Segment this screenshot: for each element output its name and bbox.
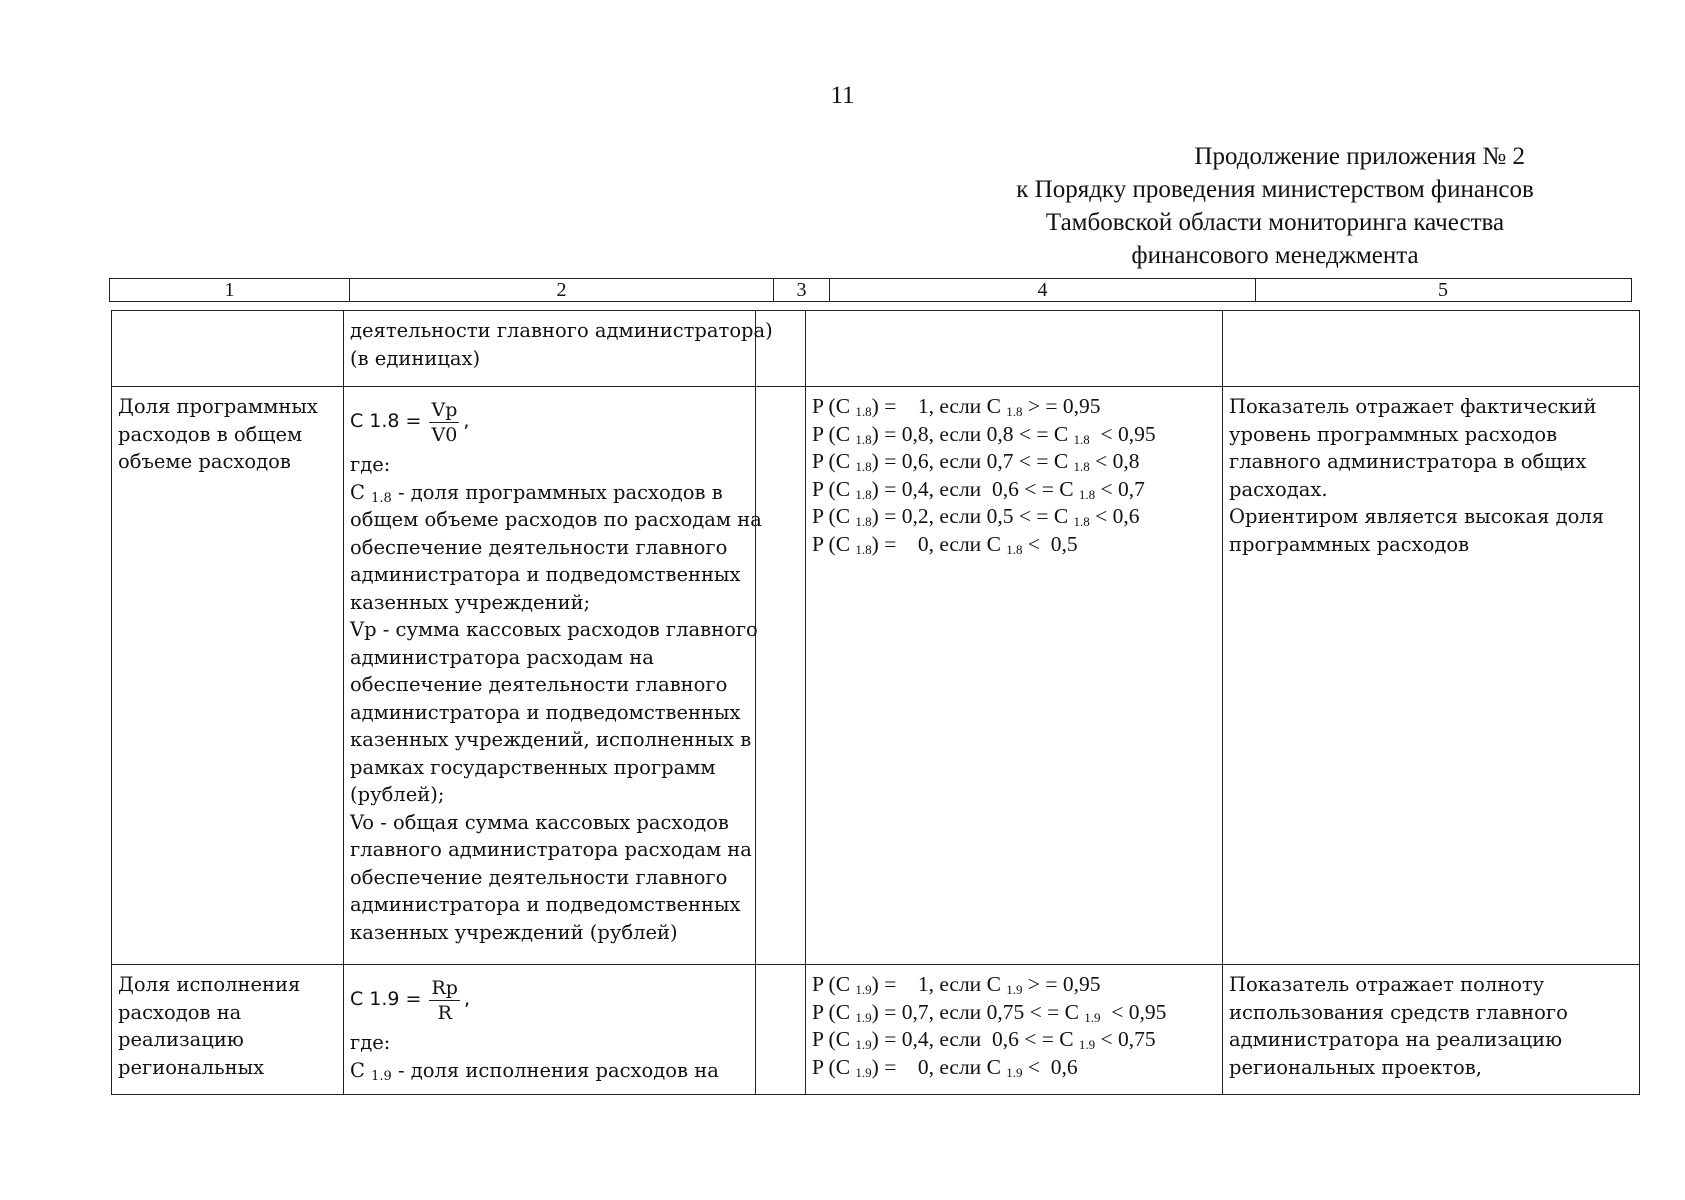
formula-fraction: [429, 398, 459, 447]
comment-line: уровень программных расходов: [1229, 422, 1558, 446]
formula: [350, 393, 749, 451]
column-number-row: [109, 278, 1632, 302]
definition-line: казенных учреждений (рублей): [350, 920, 678, 944]
comment-line: использования средств главного: [1229, 1000, 1568, 1024]
header-line-4: финансового менеджмента: [1131, 242, 1419, 269]
symbol-subscript: 1.9: [371, 1068, 392, 1084]
page-number: 11: [830, 82, 855, 109]
symbol: C: [350, 1058, 365, 1082]
column-number-1: 1: [110, 279, 350, 301]
criteria-line: P (C $_{1.8}$) = 0,8, если 0,8 < = C $_{1.8}$ < 0,95: [812, 421, 1156, 447]
indicator-name: расходов в общем: [118, 422, 303, 446]
definition-line: рамках государственных программ: [350, 755, 716, 779]
criteria-line: P (C $_{1.8}$) = 0,4, если 0,6 < = C $_{1.8}$ < 0,7: [812, 476, 1145, 502]
comment-cell: [1223, 387, 1640, 965]
header-line-3: Тамбовской области мониторинга качества: [1045, 209, 1505, 236]
table-row: [112, 965, 1640, 1095]
comment-line: Показатель отражает полноту: [1229, 973, 1545, 996]
where-label: где:: [350, 453, 391, 476]
criteria-line: P (C $_{1.8}$) = 0,6, если 0,7 < = C $_{1.8}$ < 0,8: [812, 449, 1140, 474]
column-number-5: 5: [1438, 279, 1448, 301]
comment-line: Ориентиром является высокая доля: [1229, 505, 1605, 528]
cell-text: (в единицах): [350, 346, 481, 370]
symbol-subscript: 1.8: [371, 490, 392, 506]
criteria-cell: [806, 965, 1223, 1095]
header-line-2: к Порядку проведения министерством финансов: [1016, 176, 1534, 203]
definition-line: администратора расходам на: [350, 645, 654, 669]
definition-line: Vp - сумма кассовых расходов главного: [350, 618, 758, 641]
definition-line: администратора и подведомственных: [350, 563, 741, 586]
table-cell: [1223, 311, 1640, 387]
criteria-line: P (C $_{1.8}$) = 1, если C $_{1.8}$ > = 0,95: [812, 394, 1101, 419]
table-row: [112, 311, 1640, 387]
table-cell: [112, 311, 344, 387]
criteria-line: P (C $_{1.9}$) = 0,4, если 0,6 < = C $_{1.9}$ < 0,75: [812, 1027, 1156, 1052]
definition-line: казенных учреждений;: [350, 590, 591, 614]
formula-lhs: C 1.8 =: [350, 410, 422, 433]
formula-denominator: R: [437, 1001, 452, 1024]
cell-text: деятельности главного администратора): [350, 319, 773, 342]
comment-line: Показатель отражает фактический: [1229, 395, 1597, 418]
criteria-cell: [806, 387, 1223, 965]
formula-denominator: V0: [431, 423, 458, 446]
formula-lhs: C 1.9 =: [350, 988, 422, 1011]
column-number-3: 3: [774, 279, 830, 301]
indicator-name: Доля исполнения: [118, 973, 301, 996]
definition-line: Vo - общая сумма кассовых расходов: [350, 810, 729, 834]
formula-tail: ,: [463, 410, 470, 433]
formula-cell: [344, 965, 756, 1095]
definition-text: - доля исполнения расходов на: [391, 1058, 719, 1082]
criteria-table: [111, 310, 1640, 1095]
formula-numerator: Vp: [431, 398, 458, 421]
definition-line: главного администратора расходам на: [350, 838, 752, 861]
indicator-name: реализацию: [118, 1028, 244, 1051]
criteria-line: P (C $_{1.8}$) = 0,2, если 0,5 < = C $_{1.8}$ < 0,6: [812, 504, 1140, 529]
indicator-name: Доля программных: [118, 395, 318, 418]
definition-line: [350, 479, 749, 507]
formula-cell: [344, 387, 762, 965]
comment-line: главного администратора в общих: [1229, 450, 1587, 473]
criteria-line: P (C $_{1.9}$) = 1, если C $_{1.9}$ > = 0,95: [812, 972, 1101, 997]
definition-line: обеспечение деятельности главного: [350, 865, 728, 889]
comment-line: расходах.: [1229, 477, 1328, 501]
column-number-2: 2: [350, 279, 774, 301]
indicator-name-cell: [112, 387, 344, 965]
definition-line: обеспечение деятельности главного: [350, 673, 728, 696]
table-row: [112, 387, 1640, 965]
table-cell: [806, 311, 1223, 387]
comment-cell: [1223, 965, 1640, 1095]
criteria-line: P (C $_{1.8}$) = 0, если C $_{1.8}$ < 0,5: [812, 531, 1078, 557]
definition-text: - доля программных расходов в: [391, 480, 723, 504]
definition-line: администратора и подведомственных: [350, 700, 741, 724]
indicator-name: объеме расходов: [118, 450, 291, 473]
symbol: C: [350, 480, 365, 504]
criteria-line: P (C $_{1.9}$) = 0,7, если 0,75 < = C $_{1.9}$ < 0,95: [812, 999, 1167, 1025]
definition-line: казенных учреждений, исполненных в: [350, 728, 752, 751]
column-number-4: 4: [830, 279, 1256, 301]
indicator-name: расходов на: [118, 1000, 242, 1024]
table-cell: [756, 965, 806, 1095]
indicator-name-cell: [112, 965, 344, 1095]
definition-line: администратора и подведомственных: [350, 893, 741, 916]
formula-tail: ,: [463, 988, 470, 1011]
criteria-line: P (C $_{1.9}$) = 0, если C $_{1.9}$ < 0,6: [812, 1054, 1078, 1080]
definition-line: (рублей);: [350, 783, 445, 806]
comment-line: программных расходов: [1229, 532, 1470, 556]
table-cell: [756, 387, 806, 965]
formula-numerator: Rp: [431, 976, 458, 999]
table-cell: [344, 311, 773, 387]
appendix-header: [965, 140, 1585, 272]
formula-fraction: [429, 976, 459, 1025]
comment-line: региональных проектов,: [1229, 1055, 1482, 1079]
definition-line: [350, 1057, 749, 1085]
header-line-1: Продолжение приложения № 2: [1194, 143, 1525, 170]
definition-line: обеспечение деятельности главного: [350, 535, 728, 559]
indicator-name: региональных: [118, 1055, 265, 1079]
comment-line: администратора на реализацию: [1229, 1028, 1563, 1051]
formula: [350, 971, 749, 1029]
where-label: где:: [350, 1031, 391, 1054]
definition-line: общем объеме расходов по расходам на: [350, 508, 762, 531]
